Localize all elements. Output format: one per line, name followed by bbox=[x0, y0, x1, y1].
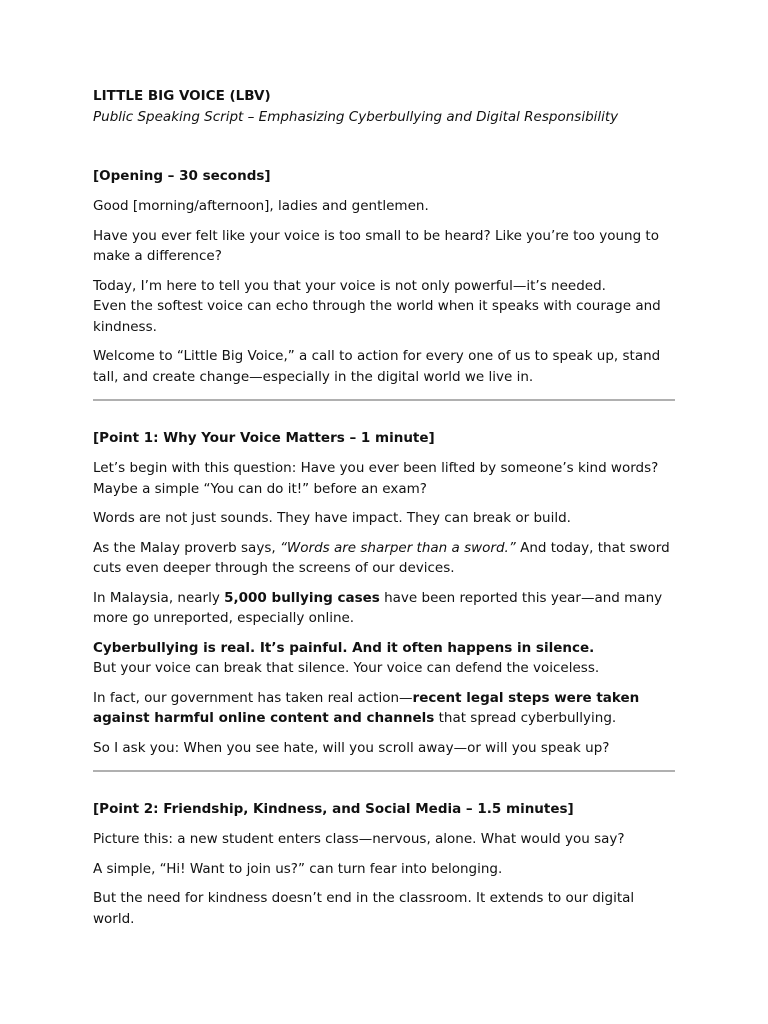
point2-paragraph-3: But the need for kindness doesn’t end in the classroom. It extends to our digital world. bbox=[93, 890, 635, 927]
legal-steps-highlight: recent legal steps were taken against harmful online content and channels bbox=[93, 689, 640, 726]
point1-heading: [Point 1: Why Your Voice Matters – 1 minute] bbox=[93, 430, 435, 446]
point1-p3-text: As the Malay proverb says, bbox=[93, 539, 280, 556]
malay-proverb-quote: “Words are sharper than a sword.” bbox=[279, 539, 516, 556]
opening-paragraph-2: Have you ever felt like your voice is too small to be heard? Like you’re too young to make a difference? bbox=[93, 227, 659, 264]
bullying-cases-stat: 5,000 bullying cases bbox=[224, 589, 380, 606]
point1-p4-text: In Malaysia, nearly bbox=[93, 589, 225, 606]
point1-p3-text-end: And today, that sword cuts even deeper through the screens of our devices. bbox=[93, 539, 670, 576]
point1-paragraph-6 bbox=[93, 688, 675, 729]
point1-p4-text-end: have been reported this year—and many more go unreported, especially online. bbox=[93, 589, 663, 626]
opening-paragraph-1: Good [morning/afternoon], ladies and gentlemen. bbox=[93, 198, 429, 214]
document-body bbox=[93, 86, 675, 929]
section-divider bbox=[93, 770, 675, 772]
point2-paragraph-2: A simple, “Hi! Want to join us?” can turn fear into belonging. bbox=[93, 860, 503, 877]
opening-paragraph-3b: Even the softest voice can echo through the world when it speaks with courage and kindness. bbox=[93, 298, 661, 335]
point1-paragraph-5 bbox=[93, 638, 675, 659]
cyberbullying-statement: Cyberbullying is real. It’s painful. And it often happens in silence. bbox=[93, 639, 595, 656]
point1-paragraph-1: Let’s begin with this question: Have you ever been lifted by someone’s kind words? Maybe a simple “You can do it!” before an exam? bbox=[93, 460, 659, 497]
section-divider bbox=[93, 399, 675, 401]
opening-paragraph-3a: Today, I’m here to tell you that your voice is not only powerful—it’s needed. bbox=[93, 277, 606, 294]
document-subtitle: Public Speaking Script – Emphasizing Cyberbullying and Digital Responsibility bbox=[93, 109, 619, 125]
opening-heading: [Opening – 30 seconds] bbox=[93, 168, 271, 184]
point1-paragraph-5b: But your voice can break that silence. Your voice can defend the voiceless. bbox=[93, 660, 600, 676]
document-title: LITTLE BIG VOICE (LBV) bbox=[93, 88, 271, 104]
point1-p6-text-end: that spread cyberbullying. bbox=[434, 710, 617, 726]
point2-paragraph-1: Picture this: a new student enters class—nervous, alone. What would you say? bbox=[93, 831, 625, 847]
point1-paragraph-4 bbox=[93, 588, 675, 629]
point2-heading: [Point 2: Friendship, Kindness, and Social Media – 1.5 minutes] bbox=[93, 801, 574, 817]
point1-p6-text: In fact, our government has taken real action— bbox=[93, 689, 413, 706]
point1-paragraph-7: So I ask you: When you see hate, will you scroll away—or will you speak up? bbox=[93, 739, 610, 756]
opening-paragraph-4: Welcome to “Little Big Voice,” a call to action for every one of us to speak up, stand tall, and create change—especially in the digital world we live in. bbox=[93, 348, 661, 385]
point1-paragraph-2: Words are not just sounds. They have impact. They can break or build. bbox=[93, 510, 571, 526]
point1-paragraph-3 bbox=[93, 538, 675, 579]
